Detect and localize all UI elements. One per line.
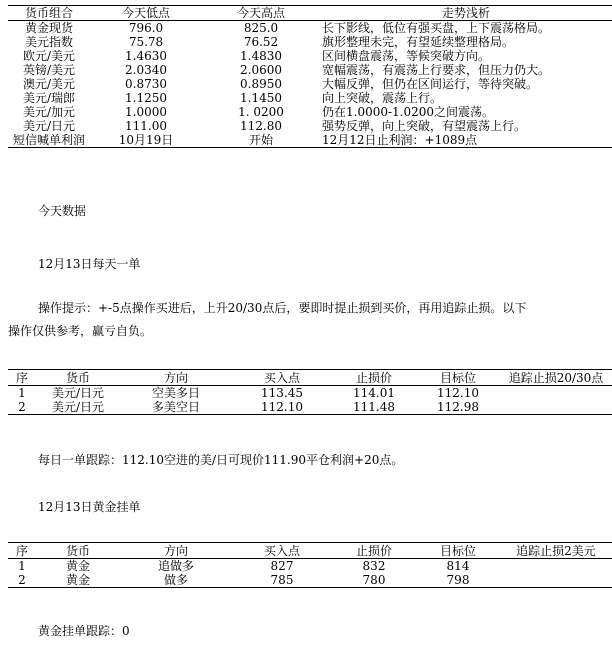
table-cell: 做多 bbox=[163, 573, 188, 587]
table-row bbox=[8, 133, 612, 148]
market-summary-body bbox=[8, 6, 612, 148]
table-header-row bbox=[8, 370, 612, 386]
table-cell: 长下影线，低位有强买盘，上下震荡格局。 bbox=[322, 21, 551, 35]
table-cell: 76.52 bbox=[243, 35, 279, 49]
table-header-cell: 货币组合 bbox=[8, 6, 90, 21]
table-cell: 追做多 bbox=[157, 559, 194, 573]
table-cell: 1 bbox=[18, 386, 26, 400]
table-header-cell: 序 bbox=[8, 543, 36, 559]
table-cell bbox=[500, 386, 612, 401]
table-cell: 0.8730 bbox=[125, 77, 167, 91]
table-header-cell: 目标位 bbox=[416, 543, 500, 559]
daily-trade-body bbox=[8, 370, 612, 415]
table-cell: 1.4830 bbox=[240, 49, 282, 63]
table-cell: 1.4630 bbox=[125, 49, 167, 63]
table-cell: 美元/加元 bbox=[22, 105, 76, 119]
table-header-cell: 目标位 bbox=[416, 370, 500, 386]
table-cell: 112.10 bbox=[261, 400, 303, 414]
table-row bbox=[8, 386, 612, 401]
table-cell: 780 bbox=[362, 573, 386, 587]
table-header-row bbox=[8, 543, 612, 559]
section-daily-title: 12月13日每天一单 bbox=[38, 257, 141, 271]
table-cell: 2.0600 bbox=[240, 63, 282, 77]
table-header-cell: 货币 bbox=[36, 543, 120, 559]
table-row bbox=[8, 559, 612, 574]
table-cell: 10月19日 bbox=[118, 133, 174, 147]
table-cell: 112.98 bbox=[437, 400, 479, 414]
table-header-cell: 方向 bbox=[120, 543, 232, 559]
table-cell: 黄金 bbox=[65, 559, 90, 573]
table-row bbox=[8, 49, 612, 63]
table-cell: 827 bbox=[270, 559, 294, 573]
table-row bbox=[8, 35, 612, 49]
table-cell: 798 bbox=[446, 573, 470, 587]
table-header-cell: 走势浅析 bbox=[320, 6, 612, 21]
table-header-row bbox=[8, 6, 612, 21]
table-header-cell: 序 bbox=[8, 370, 36, 386]
table-header-cell: 追踪止损20/30点 bbox=[500, 370, 612, 386]
table-cell: 宽幅震荡，有震荡上行要求，但压力仍大。 bbox=[322, 63, 551, 77]
table-header-cell: 买入点 bbox=[232, 543, 332, 559]
gold-order-table bbox=[8, 542, 612, 588]
table-header-cell: 今天高点 bbox=[202, 6, 320, 21]
table-cell: 向上突破，震荡上行。 bbox=[322, 91, 443, 105]
operation-tip-line1: 操作提示：+-5点操作买进后，上升20/30点后，要即时提止损到买价，再用追踪止损。以下 bbox=[38, 301, 527, 315]
table-cell: 2 bbox=[18, 400, 26, 414]
table-row bbox=[8, 77, 612, 91]
table-cell: 112.10 bbox=[437, 386, 479, 400]
table-cell: 多美空日 bbox=[151, 400, 200, 414]
table-cell bbox=[500, 559, 612, 574]
table-row bbox=[8, 119, 612, 133]
table-cell: 1.1450 bbox=[240, 91, 282, 105]
table-header-cell: 追踪止损2美元 bbox=[500, 543, 612, 559]
table-header-cell: 止损价 bbox=[332, 370, 416, 386]
table-cell: 英镑/美元 bbox=[22, 63, 76, 77]
table-cell: 欧元/美元 bbox=[22, 49, 76, 63]
table-cell: 美元/日元 bbox=[51, 386, 105, 400]
table-header-cell: 方向 bbox=[120, 370, 232, 386]
table-cell: 1.0000 bbox=[125, 105, 167, 119]
table-cell: 814 bbox=[446, 559, 470, 573]
table-cell bbox=[500, 400, 612, 415]
table-row bbox=[8, 63, 612, 77]
section-gold-title: 12月13日黄金挂单 bbox=[38, 500, 141, 514]
gold-tracking-text: 黄金挂单跟踪：0 bbox=[38, 624, 130, 638]
table-cell: 12月12日止利润：+1089点 bbox=[322, 133, 478, 147]
market-summary-table bbox=[8, 5, 612, 148]
table-cell: 0.8950 bbox=[240, 77, 282, 91]
table-row bbox=[8, 400, 612, 415]
daily-tracking-text: 每日一单跟踪：112.10空进的美/日可现价111.90平仓利润+20点。 bbox=[38, 453, 404, 467]
table-cell: 区间横盘震荡，等候突破方向。 bbox=[322, 49, 491, 63]
table-cell: 美元指数 bbox=[24, 35, 73, 49]
table-cell: 796.0 bbox=[128, 21, 164, 35]
table-cell: 2.0340 bbox=[125, 63, 167, 77]
table-cell: 75.78 bbox=[128, 35, 164, 49]
table-cell: 111.48 bbox=[353, 400, 395, 414]
table-cell: 美元/日元 bbox=[22, 119, 76, 133]
table-cell: 114.01 bbox=[353, 386, 395, 400]
table-cell: 1. 0200 bbox=[238, 105, 284, 119]
table-row bbox=[8, 91, 612, 105]
table-header-cell: 止损价 bbox=[332, 543, 416, 559]
table-cell: 空美多日 bbox=[151, 386, 200, 400]
section-today-data: 今天数据 bbox=[38, 204, 87, 218]
table-cell: 强势反弹，向上突破，有望震荡上行。 bbox=[322, 119, 527, 133]
table-row bbox=[8, 105, 612, 119]
table-row bbox=[8, 573, 612, 588]
table-cell: 短信喊单利润 bbox=[12, 133, 85, 147]
operation-tip-line2: 操作仅供参考，赢亏自负。 bbox=[8, 324, 153, 338]
table-cell: 美元/日元 bbox=[51, 400, 105, 414]
table-cell: 1 bbox=[18, 559, 26, 573]
table-cell: 112.80 bbox=[240, 119, 282, 133]
table-cell bbox=[500, 573, 612, 588]
table-cell: 仍在1.0000-1.0200之间震荡。 bbox=[322, 105, 495, 119]
table-cell: 黄金 bbox=[65, 573, 90, 587]
table-cell: 785 bbox=[270, 573, 294, 587]
table-header-cell: 今天低点 bbox=[90, 6, 202, 21]
table-cell: 开始 bbox=[248, 133, 273, 147]
table-cell: 2 bbox=[18, 573, 26, 587]
table-cell: 113.45 bbox=[261, 386, 303, 400]
table-header-cell: 买入点 bbox=[232, 370, 332, 386]
table-cell: 大幅反弹，但仍在区间运行，等待突破。 bbox=[322, 77, 539, 91]
table-cell: 832 bbox=[362, 559, 386, 573]
table-cell: 黄金现货 bbox=[24, 21, 73, 35]
table-header-cell: 货币 bbox=[36, 370, 120, 386]
table-cell: 美元/瑞郎 bbox=[22, 91, 76, 105]
table-cell: 旗形整理未完，有望延续整理格局。 bbox=[322, 35, 515, 49]
table-row bbox=[8, 21, 612, 36]
daily-trade-table bbox=[8, 369, 612, 415]
table-cell: 825.0 bbox=[243, 21, 279, 35]
gold-order-body bbox=[8, 543, 612, 588]
table-cell: 1.1250 bbox=[125, 91, 167, 105]
table-cell: 111.00 bbox=[125, 119, 167, 133]
table-cell: 澳元/美元 bbox=[22, 77, 76, 91]
